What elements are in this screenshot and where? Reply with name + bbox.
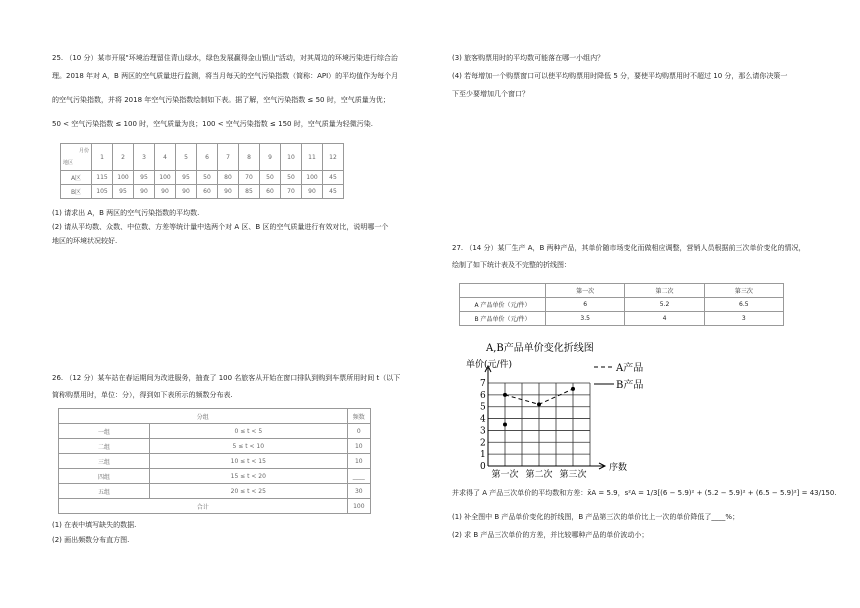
table-row (59, 469, 371, 484)
q27-cell: 3.5 (546, 312, 625, 326)
table-row (59, 454, 371, 469)
q26-cell: 0 ≤ t < 5 (150, 424, 348, 439)
q26-cell: 15 ≤ t < 20 (150, 469, 348, 484)
table-row (59, 484, 371, 499)
q26-cell: 30 (347, 484, 370, 499)
table-row (59, 439, 371, 454)
q25-cell: 90 (155, 185, 176, 199)
price-line-chart (452, 338, 652, 480)
q26-header-freq: 频数 (347, 409, 370, 424)
q25-sub-2-cont: 地区的环境状况较好. (52, 237, 118, 245)
q25-cell: 60 (260, 185, 281, 199)
q26-sub-2: (2) 画出频数分布直方图. (52, 536, 130, 544)
q26-sub-1: (1) 在表中填写缺失的数据. (52, 521, 137, 529)
q26-total-label: 合计 (59, 499, 348, 514)
q27-after: 并求得了 A 产品三次单价的平均数和方差：x̄A = 5.9，s²A = 1/3[(6 − 5.9)² + (5.2 − 5.9)² + (6.5 − 5.9)²] = 43/150. (452, 489, 837, 497)
q27-row-label: A 产品单价（元/件） (460, 298, 546, 312)
q25-cell: 70 (239, 171, 260, 185)
q25-cell: 45 (323, 171, 344, 185)
chart-y-tick-label: 1 (480, 450, 486, 461)
q26-line-1: 26. （12 分）某车站在春运期间为改进服务，抽查了 100 名旅客从开始在窗口排队到购到车票所用时间 t（以下 (52, 374, 401, 382)
q27-cell: 3 (704, 312, 783, 326)
q25-cell: 95 (134, 171, 155, 185)
chart-y-axis-label: 单价(元/件) (466, 360, 513, 370)
q27-header: 第一次 (546, 284, 625, 298)
table-row (59, 499, 371, 514)
chart-axes (485, 366, 605, 469)
chart-data-point (571, 387, 575, 391)
q25-cell: 50 (281, 171, 302, 185)
chart-x-tick-label: 第三次 (559, 470, 587, 480)
q25-cell: 50 (260, 171, 281, 185)
table-row (61, 171, 344, 185)
q26-cell: 五组 (59, 484, 150, 499)
q25-cell: 90 (218, 185, 239, 199)
chart-data-point (503, 423, 507, 427)
chart-y-tick-label: 5 (480, 402, 486, 413)
chart-y-tick-label: 3 (480, 426, 486, 437)
q25-corner-month: 月份 (78, 148, 89, 154)
q26-blank-cell[interactable]: ____ (347, 469, 370, 484)
q27-cell: 6 (546, 298, 625, 312)
q25-sub-1: (1) 请求出 A，B 两区的空气污染指数的平均数. (52, 209, 200, 217)
q25-month: 7 (218, 144, 239, 171)
chart-data-point (503, 393, 507, 397)
q25-month: 9 (260, 144, 281, 171)
q25-line-3: 的空气污染指数，并将 2018 年空气污染指数绘制如下表。据了解，空气污染指数 ≤ 50 时，空气质量为优； (52, 96, 390, 104)
q25-cell: 115 (92, 171, 113, 185)
q25-cell: 80 (218, 171, 239, 185)
q25-cell: 95 (113, 185, 134, 199)
q27-cell: 5.2 (625, 298, 704, 312)
q26-cell: 10 ≤ t < 15 (150, 454, 348, 469)
q27-table (459, 283, 784, 326)
q27-row-label: B 产品单价（元/件） (460, 312, 546, 326)
chart-legend-label: B产品 (616, 380, 644, 391)
q26-cell: 5 ≤ t < 10 (150, 439, 348, 454)
q25-cell: 100 (302, 171, 323, 185)
q27-sub-1: (1) 补全图中 B 产品单价变化的折线图，B 产品第三次的单价比上一次的单价降低了____%； (452, 513, 740, 521)
q26-header-group: 分组 (59, 409, 348, 424)
q25-cell: 105 (92, 185, 113, 199)
chart-data-point (537, 402, 541, 406)
q25-table (60, 143, 344, 199)
chart-y-tick-label: 4 (480, 414, 486, 425)
q25-month: 2 (113, 144, 134, 171)
q27-header: 第二次 (625, 284, 704, 298)
q25-corner-region: 地区 (63, 160, 74, 166)
q26-cell: 二组 (59, 439, 150, 454)
q27-line-1: 27. （14 分）某厂生产 A，B 两种产品，其单价随市场变化而做相应调整，营销人员根据前三次单价变化的情况， (452, 244, 806, 252)
q26-cell: 0 (347, 424, 370, 439)
q25-cell: 100 (155, 171, 176, 185)
q25-row-label: B区 (61, 185, 92, 199)
q25-month: 5 (176, 144, 197, 171)
q25-cell: 70 (281, 185, 302, 199)
table-row (460, 312, 784, 326)
q26-sub-4-cont: 下至少要增加几个窗口？ (452, 90, 529, 98)
table-row (460, 298, 784, 312)
q26-cell: 10 (347, 454, 370, 469)
q25-cell: 60 (197, 185, 218, 199)
chart-x-tick-label: 第二次 (525, 470, 553, 480)
chart-y-tick-label: 7 (480, 379, 486, 389)
q25-cell: 90 (176, 185, 197, 199)
q25-cell: 100 (113, 171, 134, 185)
q26-total-value: 100 (347, 499, 370, 514)
q25-cell: 85 (239, 185, 260, 199)
chart-y-tick-label: 6 (480, 390, 486, 401)
q25-cell: 50 (197, 171, 218, 185)
q26-line-2: 简称购票用时，单位：分），得到如下表所示的频数分布表. (52, 391, 233, 399)
chart-y-tick-label: 2 (480, 438, 486, 449)
q25-month: 10 (281, 144, 302, 171)
q25-month: 4 (155, 144, 176, 171)
chart-y-ticks (480, 379, 486, 472)
q26-cell: 四组 (59, 469, 150, 484)
q26-cell: 20 ≤ t < 25 (150, 484, 348, 499)
q25-month: 8 (239, 144, 260, 171)
q26-cell: 一组 (59, 424, 150, 439)
q25-month: 3 (134, 144, 155, 171)
chart-x-tick-label: 第一次 (491, 470, 519, 480)
q27-header-blank (460, 284, 546, 298)
chart-legend-label: A产品 (616, 363, 644, 374)
q25-month: 6 (197, 144, 218, 171)
q26-table (58, 408, 371, 514)
q25-cell: 90 (302, 185, 323, 199)
chart-title: A,B产品单价变化折线图 (486, 343, 594, 354)
q25-cell: 45 (323, 185, 344, 199)
q25-month: 1 (92, 144, 113, 171)
q27-cell: 4 (625, 312, 704, 326)
q25-cell: 95 (176, 171, 197, 185)
table-row (59, 424, 371, 439)
q25-month: 11 (302, 144, 323, 171)
table-row (61, 185, 344, 199)
chart-x-ticks (491, 468, 586, 480)
q25-row-label: A区 (61, 171, 92, 185)
q26-sub-3: (3) 旅客购票用时的平均数可能落在哪一小组内？ (452, 54, 605, 62)
q26-cell: 三组 (59, 454, 150, 469)
q27-sub-2: (2) 求 B 产品三次单价的方差，并比较哪种产品的单价波动小； (452, 531, 649, 539)
q25-month: 12 (323, 144, 344, 171)
q25-cell: 90 (134, 185, 155, 199)
chart-x-axis-label: 序数 (609, 463, 628, 473)
q26-cell: 10 (347, 439, 370, 454)
q25-corner (61, 144, 92, 171)
q27-line-2: 绘制了如下统计表及不完整的折线图： (452, 261, 571, 269)
chart-legend (594, 361, 643, 391)
chart-y-tick-label: 0 (480, 462, 486, 472)
q26-sub-4: (4) 若每增加一个购票窗口可以使平均购票用时降低 5 分，要使平均购票用时不超过 10 分，那么请你决策一 (452, 72, 788, 80)
q27-cell: 6.5 (704, 298, 783, 312)
q25-line-2: 理。2018 年对 A，B 两区的空气质量进行监测，将当月每天的空气污染指数（简称：API）的平均值作为每个月 (52, 72, 399, 80)
q25-line-1: 25. （10 分）某市开展"环境治理留住青山绿水，绿色发展赢得金山银山"活动，对其周边的环境污染进行综合治 (52, 54, 398, 62)
q27-header: 第三次 (704, 284, 783, 298)
q25-line-4: 50 < 空气污染指数 ≤ 100 时，空气质量为良；100 < 空气污染指数 ≤ 150 时，空气质量为轻微污染. (52, 120, 373, 128)
q25-sub-2: (2) 请从平均数、众数、中位数、方差等统计量中选两个对 A 区、B 区的空气质量进行有效对比，说明哪一个 (52, 223, 389, 231)
